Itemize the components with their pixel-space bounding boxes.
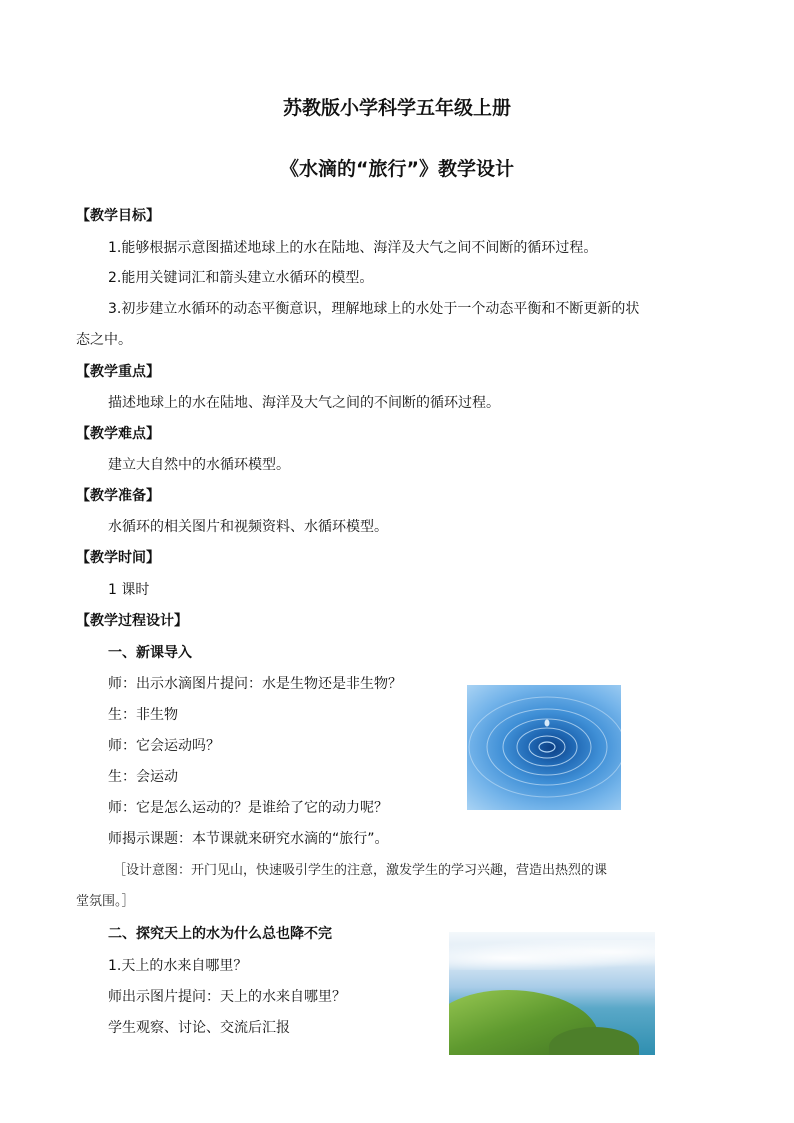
time-text: 1 课时 [108,582,150,598]
dialogue-line-6: 师揭示课题：本节课就来研究水滴的“旅行”。 [108,831,389,847]
key-points-text: 描述地球上的水在陆地、海洋及大气之间的不间断的循环过程。 [108,395,500,411]
goals-heading: 【教学目标】 [76,208,160,224]
lesson-title: 《水滴的“旅行”》教学设计 [280,158,514,180]
dialogue-line-3: 师：它会运动吗？ [108,738,220,754]
question-line-2: 师出示图片提问：天上的水来自哪里？ [108,989,346,1005]
prep-text: 水循环的相关图片和视频资料、水循环模型。 [108,519,388,535]
dialogue-line-2: 生：非生物 [108,707,178,723]
goal-3-line-2: 态之中。 [76,332,132,348]
ripple-rings [467,685,621,810]
process-heading: 【教学过程设计】 [76,613,188,629]
goal-3-line-1: 3.初步建立水循环的动态平衡意识，理解地球上的水处于一个动态平衡和不断更新的状 [108,301,640,317]
goal-2: 2.能用关键词汇和箭头建立水循环的模型。 [108,270,374,286]
question-line-1: 1.天上的水来自哪里？ [108,958,248,974]
design-note-line-1: ［设计意图：开门见山，快速吸引学生的注意，激发学生的学习兴趣，营造出热烈的课 [113,863,608,878]
question-line-3: 学生观察、讨论、交流后汇报 [108,1020,290,1036]
time-heading: 【教学时间】 [76,550,160,566]
photo-clouds [449,940,655,970]
design-note-line-2: 堂氛围。］ [76,894,135,909]
dialogue-line-1: 师：出示水滴图片提问：水是生物还是非生物？ [108,676,402,692]
dialogue-line-4: 生：会运动 [108,769,178,785]
difficulty-text: 建立大自然中的水循环模型。 [108,457,290,473]
section-1-title: 一、新课导入 [108,645,192,661]
section-2-title: 二、探究天上的水为什么总也降不完 [108,926,332,942]
goal-1: 1.能够根据示意图描述地球上的水在陆地、海洋及大气之间不间断的循环过程。 [108,240,598,256]
page-title: 苏教版小学科学五年级上册 [282,97,511,119]
water-drop-photo [467,685,621,810]
island-sea-photo [449,932,655,1055]
prep-heading: 【教学准备】 [76,488,160,504]
key-points-heading: 【教学重点】 [76,364,160,380]
difficulty-heading: 【教学难点】 [76,426,160,442]
dialogue-line-5: 师：它是怎么运动的？是谁给了它的动力呢？ [108,800,388,816]
